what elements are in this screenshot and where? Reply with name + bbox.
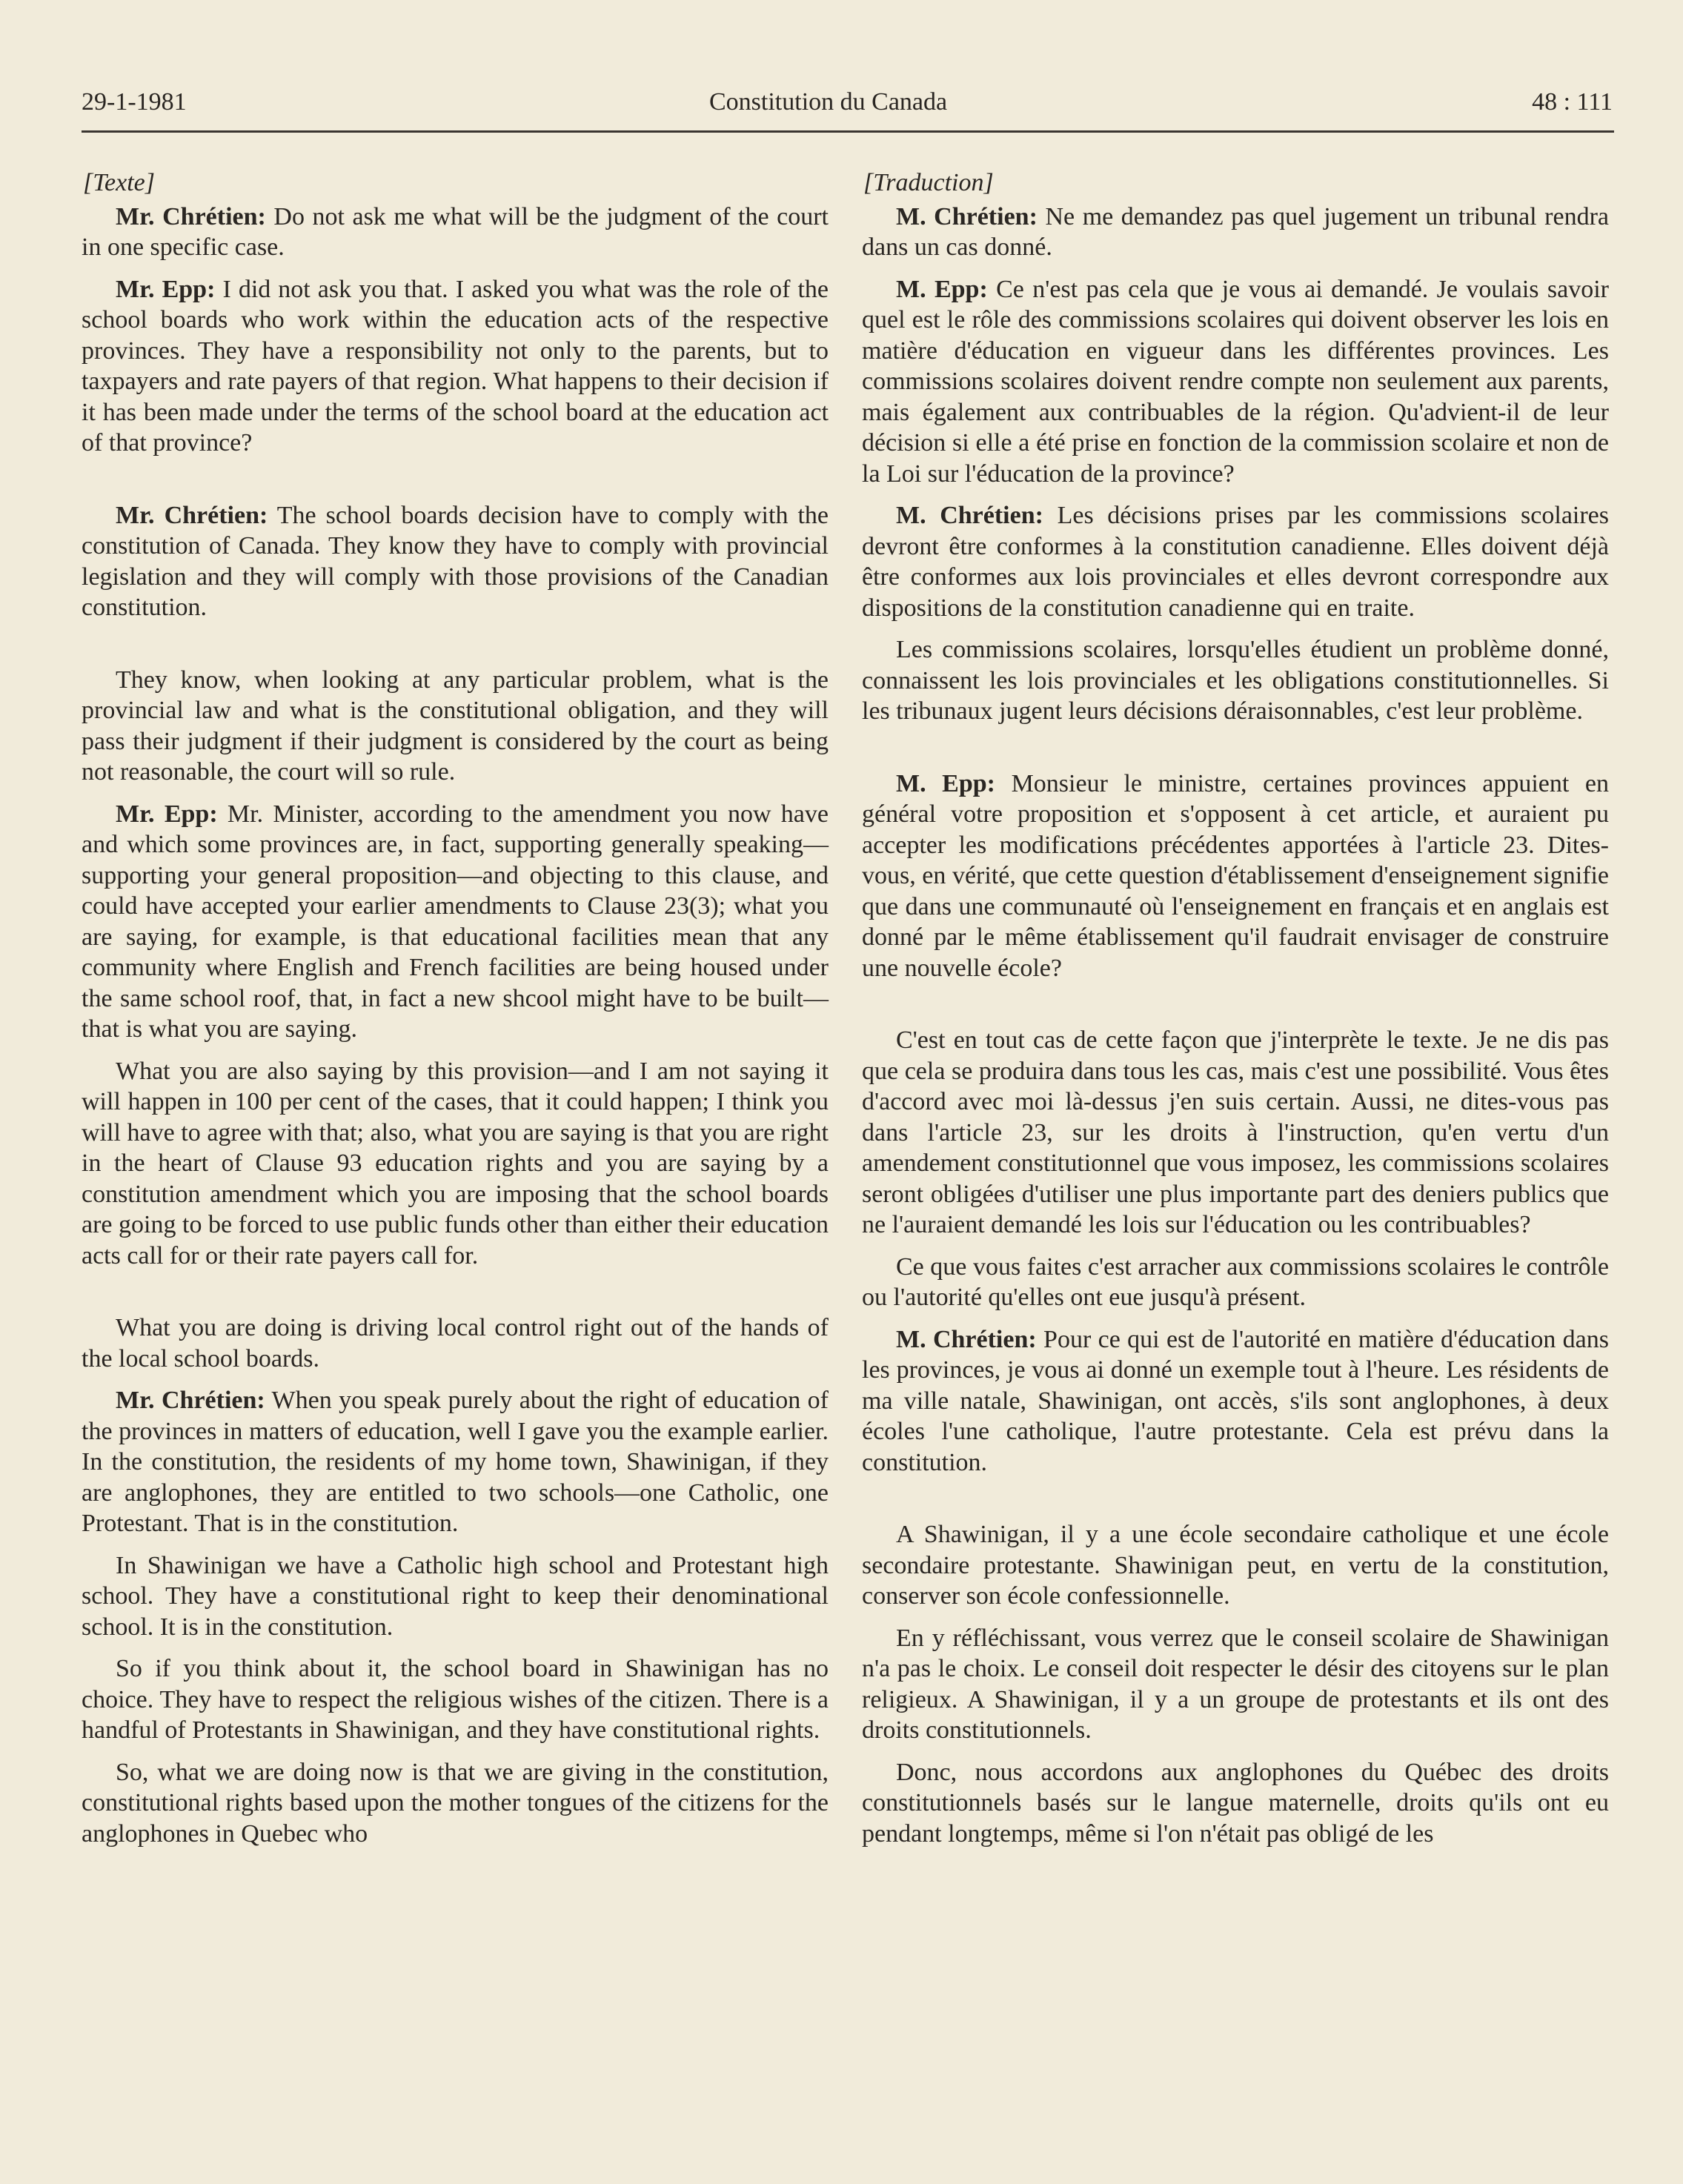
paragraph-text: In Shawinigan we have a Catholic high school and Protestant high school. They have a constitutional right to keep their denominational school. It is in the constitution. [82, 1551, 829, 1641]
speaker-name: M. Epp: [896, 275, 988, 303]
paragraph-text: The school boards decision have to comply with the constitution of Canada. They know they have to comply with provincial legislation and they will comply with those provisions of the Canadian constitution. [82, 501, 829, 621]
paragraph-text: Monsieur le ministre, certaines provinces appuient en général votre proposition et s'opposent à cet article, et auraient pu accepter les modifications précédentes apportées à l'article 23. Dites-vous, en vérité, que cette question d'établissement d'enseignement signifie que dans une communauté où l'enseignement en français et en anglais est donné par le même établissement qu'il faudrait envisager de construire une nouvelle école? [862, 769, 1609, 982]
header-page-number: 48 : 111 [1532, 88, 1613, 116]
paragraph [82, 202, 829, 263]
left-column [82, 167, 829, 1860]
paragraph [862, 1623, 1609, 1746]
speaker-name: Mr. Epp: [116, 275, 216, 303]
header-rule [82, 130, 1614, 133]
paragraph-text: Ce n'est pas cela que je vous ai demandé. Je voulais savoir quel est le rôle des commissions scolaires qui doivent observer les lois en matière d'éducation en vigueur dans les différentes provinces. Les commissions scolaires doivent rendre compte non seulement aux parents, mais également aux contribuables de la région. Qu'advient-il de leur décision si elle a été prise en fonction de la commission scolaire et non de la Loi sur l'éducation de la province? [862, 275, 1609, 488]
paragraph-text: Ce que vous faites c'est arracher aux commissions scolaires le contrôle ou l'autorité qu'elles ont eue jusqu'à présent. [862, 1252, 1609, 1311]
paragraph-text: Mr. Minister, according to the amendment you now have and which some provinces are, in fact, supporting generally speaking—supporting your general proposition—and objecting to this clause, and could have accepted your earlier amendments to Clause 23(3); what you are saying, for example, is that educational facilities mean that any community where English and French facilities are being housed under the same school roof, that, in fact a new shcool might have to be built—that is what you are saying. [82, 800, 829, 1043]
paragraph [82, 665, 829, 788]
paragraph [862, 769, 1609, 984]
paragraph [82, 1653, 829, 1746]
speaker-name: M. Chrétien: [896, 202, 1038, 230]
paragraph [82, 274, 829, 459]
paragraph-text: What you are also saying by this provision—and I am not saying it will happen in 100 per cent of the cases, that it could happen; I think you will have to agree with that; also, what you are saying is that you are right in the heart of Clause 93 education rights and you are saying by a constitution amendment which you are imposing that the school boards are going to be forced to use public funds other than either their education acts call for or their rate payers call for. [82, 1057, 829, 1269]
paragraph-text: En y réfléchissant, vous verrez que le conseil scolaire de Shawinigan n'a pas le choix. Le conseil doit respecter le désir des citoyens sur le plan religieux. A Shawinigan, il y a un groupe de protestants et ils ont des droits constitutionnels. [862, 1624, 1609, 1744]
paragraph-text: Les commissions scolaires, lorsqu'elles étudient un problème donné, connaissent les lois provinciales et les obligations constitutionnelles. Si les tribunaux jugent leurs décisions déraisonnables, c'est leur problème. [862, 636, 1609, 725]
speaker-name: M. Epp: [896, 769, 995, 797]
right-column-paragraphs [862, 202, 1609, 1850]
speaker-name: Mr. Chrétien: [116, 1387, 265, 1414]
paragraph [862, 202, 1609, 263]
paragraph [862, 634, 1609, 727]
paragraph-text: C'est en tout cas de cette façon que j'interprète le texte. Je ne dis pas que cela se produira dans tous les cas, mais c'est une possibilité. Vous êtes d'accord avec moi là-dessus j'en suis certain. Aussi, ne dites-vous pas dans l'article 23, sur les droits à l'instruction, qu'en vertu d'un amendement constitutionnel que vous imposez, les commissions scolaires seront obligées d'utiliser une plus importante part des deniers publics que ne l'auraient demandé les lois sur l'éducation ou les contribuables? [862, 1026, 1609, 1238]
paragraph [862, 1025, 1609, 1241]
paragraph [82, 1385, 829, 1539]
paragraph [862, 1519, 1609, 1612]
paragraph [82, 799, 829, 1045]
paragraph [82, 1056, 829, 1272]
right-column-heading: [Traduction] [863, 169, 994, 196]
speaker-name: Mr. Epp: [116, 800, 218, 828]
paragraph-text: Do not ask me what will be the judgment of the court in one specific case. [82, 202, 829, 261]
header-title: Constitution du Canada [709, 88, 948, 116]
speaker-name: Mr. Chrétien: [116, 501, 268, 529]
speaker-name: M. Chrétien: [896, 1325, 1037, 1353]
speaker-name: Mr. Chrétien: [116, 202, 266, 230]
paragraph [82, 1312, 829, 1374]
paragraph-text: So if you think about it, the school board in Shawinigan has no choice. They have to respect the religious wishes of the citizen. There is a handful of Protestants in Shawinigan, and they have constitutional rights. [82, 1655, 829, 1744]
paragraph [862, 1324, 1609, 1478]
paragraph [862, 274, 1609, 490]
paragraph-text: Donc, nous accordons aux anglophones du Québec des droits constitutionnels basés sur le langue maternelle, droits qu'ils ont eu pendant longtemps, même si l'on n'était pas obligé de les [862, 1758, 1609, 1848]
paragraph [82, 1757, 829, 1850]
paragraph-text: I did not ask you that. I asked you what was the role of the school boards who work within the education acts of the respective provinces. They have a responsibility not only to the parents, but to taxpayers and rate payers of that region. What happens to their decision if it has been made under the terms of the school board at the education act of that province? [82, 275, 829, 457]
right-column [862, 167, 1609, 1860]
paragraph [862, 1757, 1609, 1850]
paragraph-text: What you are doing is driving local control right out of the hands of the local school boards. [82, 1314, 829, 1373]
paragraph [862, 500, 1609, 623]
left-column-paragraphs [82, 202, 829, 1850]
paragraph-text: When you speak purely about the right of education of the provinces in matters of education, well I gave you the example earlier. In the constitution, the residents of my home town, Shawinigan, if they are anglophones, they are entitled to two schools—one Catholic, one Protestant. That is in the constitution. [82, 1387, 829, 1537]
paragraph-text: Pour ce qui est de l'autorité en matière d'éducation dans les provinces, je vous ai donné un exemple tout à l'heure. Les résidents de ma ville natale, Shawinigan, ont accès, s'ils sont anglophones, à deux écoles l'une catholique, l'autre protestante. Cela est prévu dans la constitution. [862, 1325, 1609, 1476]
paragraph-text: Ne me demandez pas quel jugement un tribunal rendra dans un cas donné. [862, 202, 1610, 261]
left-column-heading: [Texte] [83, 169, 155, 196]
paragraph-text: Les décisions prises par les commissions scolaires devront être conformes à la constitution canadienne. Elles doivent déjà être conformes aux lois provinciales et elles devront correspondre aux dispositions de la constitution canadienne qui en traite. [862, 502, 1609, 622]
header-date: 29-1-1981 [82, 88, 187, 116]
speaker-name: M. Chrétien: [896, 502, 1043, 529]
paragraph-text: They know, when looking at any particular problem, what is the provincial law and what is the constitutional obligation, and they will pass their judgment if their judgment is considered by the court as being not reasonable, the court will so rule. [82, 666, 829, 786]
paragraph-text: A Shawinigan, il y a une école secondaire catholique et une école secondaire protestante. Shawinigan peut, en vertu de la constitution, conserver son école confessionnelle. [862, 1521, 1609, 1610]
paragraph [82, 1550, 829, 1643]
paragraph-text: So, what we are doing now is that we are giving in the constitution, constitutional rights based upon the mother tongues of the citizens for the anglophones in Quebec who [82, 1758, 829, 1848]
paragraph [862, 1252, 1609, 1313]
paragraph [82, 500, 829, 623]
